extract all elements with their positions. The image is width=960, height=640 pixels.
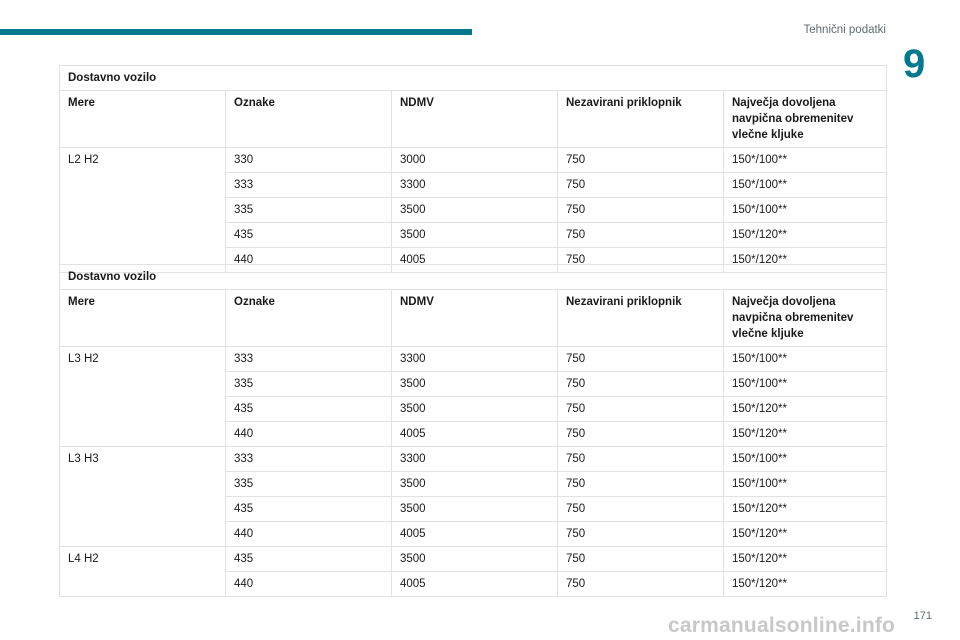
dimension-cell-empty bbox=[60, 472, 226, 497]
table-cell: 435 bbox=[226, 547, 392, 572]
page-number: 171 bbox=[913, 610, 932, 622]
table-cell: 3500 bbox=[392, 472, 558, 497]
table-cell: 150*/100** bbox=[724, 472, 887, 497]
table-cell: 4005 bbox=[392, 522, 558, 547]
table-cell: 435 bbox=[226, 397, 392, 422]
table-row bbox=[60, 148, 887, 173]
column-header: Največja dovoljena navpična obremenitev vlečne kljuke bbox=[724, 91, 887, 148]
table-caption: Dostavno vozilo bbox=[60, 265, 887, 290]
dimension-cell-empty bbox=[60, 572, 226, 597]
column-header: Največja dovoljena navpična obremenitev vlečne kljuke bbox=[724, 290, 887, 347]
table-cell: 440 bbox=[226, 572, 392, 597]
dimension-cell-empty bbox=[60, 522, 226, 547]
table-cell: 150*/120** bbox=[724, 547, 887, 572]
table-cell: 750 bbox=[558, 248, 724, 273]
table-cell: 3300 bbox=[392, 447, 558, 472]
table-cell: 150*/100** bbox=[724, 198, 887, 223]
table-cell: 750 bbox=[558, 572, 724, 597]
table-cell: 150*/120** bbox=[724, 422, 887, 447]
table-cell: 750 bbox=[558, 372, 724, 397]
table-cell: 150*/120** bbox=[724, 397, 887, 422]
dimension-cell-empty bbox=[60, 397, 226, 422]
chapter-title: Tehnični podatki bbox=[803, 24, 886, 36]
column-header: Mere bbox=[60, 91, 226, 148]
table-cell: 4005 bbox=[392, 422, 558, 447]
table-row bbox=[60, 173, 887, 198]
dimension-cell-empty bbox=[60, 198, 226, 223]
table-cell: 440 bbox=[226, 422, 392, 447]
table-cell: 750 bbox=[558, 347, 724, 372]
table-cell: 150*/100** bbox=[724, 447, 887, 472]
header-accent-bar bbox=[0, 29, 472, 35]
table-cell: 3500 bbox=[392, 497, 558, 522]
dimension-cell-empty bbox=[60, 372, 226, 397]
table-cell: 3500 bbox=[392, 547, 558, 572]
table-cell: 4005 bbox=[392, 248, 558, 273]
table-cell: 150*/120** bbox=[724, 572, 887, 597]
table-cell: 440 bbox=[226, 522, 392, 547]
column-header: NDMV bbox=[392, 91, 558, 148]
table-cell: 150*/100** bbox=[724, 372, 887, 397]
table-cell: 750 bbox=[558, 422, 724, 447]
column-header: Oznake bbox=[226, 91, 392, 148]
table-cell: 335 bbox=[226, 472, 392, 497]
table-cell: 435 bbox=[226, 497, 392, 522]
table-row bbox=[60, 447, 887, 472]
chapter-number: 9 bbox=[903, 42, 926, 86]
column-header: Nezavirani priklopnik bbox=[558, 290, 724, 347]
dimension-cell-empty bbox=[60, 422, 226, 447]
table-cell: 150*/120** bbox=[724, 522, 887, 547]
table-cell: 3000 bbox=[392, 148, 558, 173]
table-cell: 333 bbox=[226, 173, 392, 198]
table-row bbox=[60, 223, 887, 248]
column-header: Oznake bbox=[226, 290, 392, 347]
table-cell: 150*/120** bbox=[724, 497, 887, 522]
table-row bbox=[60, 547, 887, 572]
table-cell: 750 bbox=[558, 472, 724, 497]
table-cell: 750 bbox=[558, 547, 724, 572]
column-header: NDMV bbox=[392, 290, 558, 347]
table-row bbox=[60, 572, 887, 597]
table-row bbox=[60, 198, 887, 223]
dimension-cell: L2 H2 bbox=[60, 148, 226, 173]
table-caption: Dostavno vozilo bbox=[60, 66, 887, 91]
table-row bbox=[60, 522, 887, 547]
table-cell: 3500 bbox=[392, 372, 558, 397]
spec-table-1 bbox=[59, 65, 887, 273]
table-caption-row bbox=[60, 66, 887, 91]
table-cell: 150*/120** bbox=[724, 248, 887, 273]
table-caption-row bbox=[60, 265, 887, 290]
table-cell: 3300 bbox=[392, 347, 558, 372]
table-cell: 750 bbox=[558, 223, 724, 248]
table-cell: 750 bbox=[558, 447, 724, 472]
column-header: Nezavirani priklopnik bbox=[558, 91, 724, 148]
dimension-cell: L3 H3 bbox=[60, 447, 226, 472]
table-cell: 4005 bbox=[392, 572, 558, 597]
table-cell: 333 bbox=[226, 347, 392, 372]
table-cell: 3500 bbox=[392, 198, 558, 223]
table-header-row bbox=[60, 290, 887, 347]
table-row bbox=[60, 472, 887, 497]
table-cell: 335 bbox=[226, 198, 392, 223]
table-cell: 750 bbox=[558, 497, 724, 522]
table-cell: 333 bbox=[226, 447, 392, 472]
table-cell: 750 bbox=[558, 198, 724, 223]
table-cell: 750 bbox=[558, 397, 724, 422]
table-cell: 3500 bbox=[392, 397, 558, 422]
table-cell: 750 bbox=[558, 522, 724, 547]
column-header: Mere bbox=[60, 290, 226, 347]
table-cell: 335 bbox=[226, 372, 392, 397]
table-cell: 750 bbox=[558, 173, 724, 198]
table-cell: 150*/100** bbox=[724, 173, 887, 198]
table-row bbox=[60, 397, 887, 422]
spec-table-2 bbox=[59, 264, 887, 597]
table-cell: 750 bbox=[558, 148, 724, 173]
table-header-row bbox=[60, 91, 887, 148]
table-row bbox=[60, 372, 887, 397]
table-cell: 150*/100** bbox=[724, 148, 887, 173]
table-cell: 435 bbox=[226, 223, 392, 248]
watermark: carmanualsonline.info bbox=[668, 614, 896, 637]
dimension-cell: L4 H2 bbox=[60, 547, 226, 572]
table-row bbox=[60, 347, 887, 372]
table-row bbox=[60, 422, 887, 447]
dimension-cell: L3 H2 bbox=[60, 347, 226, 372]
table-cell: 3500 bbox=[392, 223, 558, 248]
dimension-cell-empty bbox=[60, 497, 226, 522]
table-cell: 330 bbox=[226, 148, 392, 173]
table-row bbox=[60, 497, 887, 522]
dimension-cell-empty bbox=[60, 173, 226, 198]
dimension-cell-empty bbox=[60, 223, 226, 248]
table-cell: 3300 bbox=[392, 173, 558, 198]
table-cell: 440 bbox=[226, 248, 392, 273]
table-cell: 150*/100** bbox=[724, 347, 887, 372]
table-cell: 150*/120** bbox=[724, 223, 887, 248]
